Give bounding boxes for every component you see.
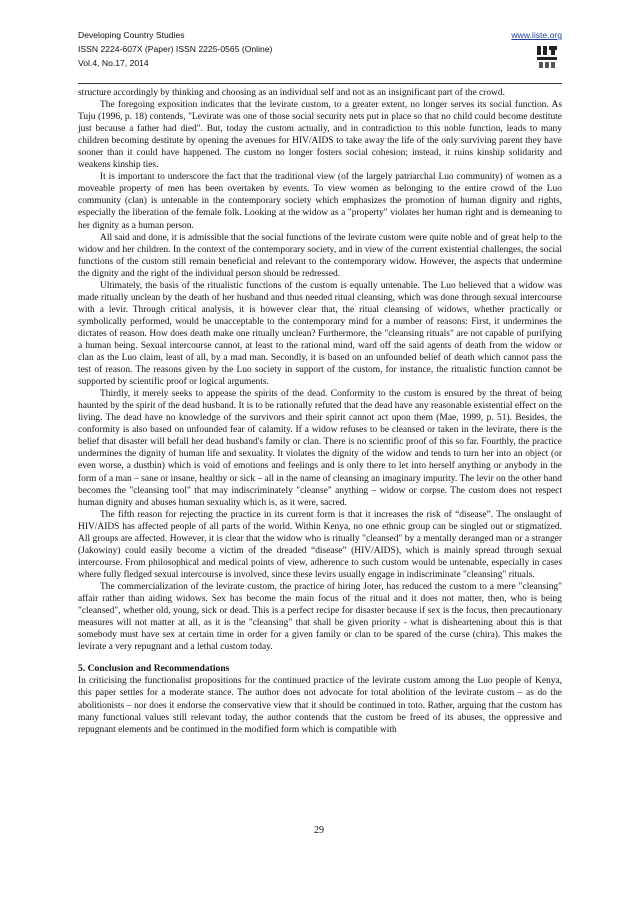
journal-volume: Vol.4, No.17, 2014 bbox=[78, 58, 149, 68]
paragraph: The commercialization of the levirate custom, the practice of hiring Joter, has reduced the custom to a mere "cleansing" affair rather than aiding widows. Sex has become the main focus of the ritual and it does not matter, then, who is being "cleansed", whether old, young, sick or dead. This is a perfect recipe for disaster because if sex is the focus, then precautionary measures will not matter at all, as it is the "cleansing" that shall be given priority - what is disheartening about this is that somebody must have sex at certain time in order for a given family or clan to be spared of the curse (chira). This makes the levirate a very repugnant and a lethal custom today. bbox=[78, 581, 562, 653]
paragraph: Thirdly, it merely seeks to appease the spirits of the dead. Conformity to the custom is ensured by the threat of being haunted by the spirit of the dead husband. It is to be rationally refuted that the dead have any reasonable existential effect on the living. The dead have no knowledge of the survivors and their spirit cannot act upon them (Mae, 1999, p. 51). Besides, the conformity is also based on unfounded fear of calamity. If a widow refuses to be cleansed or taken in the levirate, there is the belief that disaster will befall her dead husband's family or clan. There is no scientific proof of this so far. Fourthly, the practice undermines the dignity of human life and sexuality. It violates the dignity of the widow and tends to turn her into an object (or even worse, a dustbin) which is void of emotions and feelings and is only there to let into herself anything or anybody in the form of a man – sane or insane, healthy or sick – all in the name of cleansing an imaginary impurity. The levir on the other hand becomes the "cleansing tool" that may indiscriminately "cleanse" anything – widow or corpse. The custom does not respect human dignity and abuses human sexuality which is, as it were, sacred. bbox=[78, 389, 562, 508]
section-paragraph: In criticising the functionalist propositions for the continued practice of the levirate custom among the Luo people of Kenya, this paper settles for a moderate stance. The author does not advocate for total abolition of the levirate custom – as do the abolitionists – nor does it endorse the conservative view that it should be continued in toto. Rather, arguing that the custom has many functional values still relevant today, the author contends that the custom be freed of its abuses, the oppressive and repugnant elements and be continued in the modified form which is compatible with bbox=[78, 676, 562, 735]
header-rule bbox=[78, 83, 562, 84]
paragraph: The foregoing exposition indicates that the levirate custom, to a greater extent, no longer serves its social function. As Tuju (1996, p. 18) contends, "Levirate was one of those social security nets put in place so that no child could become destitute just because a father had died". But, today the custom actually, and in contradiction to this noble function, leads to many children becoming destitute by opening the avenues for HIV/AIDS to take away the life of the only surviving parent they have sooner than it could have happened. The custom no longer fosters social cohesion; instead, it ruins kinship solidarity and weakens kinship ties. bbox=[78, 100, 562, 171]
page-number: 29 bbox=[314, 825, 324, 836]
paragraph: Ultimately, the basis of the ritualistic functions of the custom is equally untenable. The Luo believed that a widow was made ritually unclean by the death of her husband and thus needed ritual cleansing, which was done through sexual intercourse with a levir. Through critical analysis, it is however clear that, the ritual cleansing of widows, whether practically or symbolically performed, would be unacceptable to the contemporary mind for a number of reasons: First, it undermines the dictates of reason. How does death make one ritually unclean? Furthermore, the "cleansing rituals" are not capable of purifying a human being. Sexual intercourse cannot, at least to the rational mind, ward off the said agents of death from the widow or clan as the Luo claim, least of all, by a mad man. Secondly, it is based on an unfounded belief of death which cannot pass the test of reason. The reasons given by the Luo society in support of the custom, for instance, the ritualistic function cannot be supported by scientific proof or logical arguments. bbox=[78, 280, 562, 388]
journal-info bbox=[78, 28, 272, 70]
paragraph-continued: structure accordingly by thinking and choosing as an individual self and not as an insignificant part of the crowd. bbox=[78, 88, 505, 98]
page-header bbox=[78, 28, 562, 78]
paragraph: It is important to underscore the fact that the traditional view (of the largely patriarchal Luo community) of women as a moveable property of men has been overtaken by events. To view women as belonging to the entire crowd of the Luo community (clan) is untenable in the contemporary society which emphasizes the promotion of human dignity and rights, especially the liberation of the female folk. Looking at the widow as a "property" violates her human right and is demeaning to her dignity as a human person. bbox=[78, 172, 562, 231]
website-link[interactable]: www.iiste.org bbox=[511, 30, 562, 40]
iiste-logo-icon bbox=[536, 45, 558, 69]
paragraph: The fifth reason for rejecting the practice in its current form is that it increases the risk of “disease”. The onslaught of HIV/AIDS has affected people of all parts of the world. Within Kenya, no one ethnic group can be singled out or stigmatized. All groups are affected. However, it is clear that the widow who is ritually "cleansed" by a mentally deranged man or a stranger (Jakowiny) could easily become a victim of the dreaded “disease” (HIV/AIDS), which is mainly spread through sexual intercourse. From philosophical and medical points of view, adherence to such custom would be untenable, especially in cases where fully fledged sexual intercourse is involved, since these levirs usually engage in indiscriminate "cleansing" rituals. bbox=[78, 509, 562, 580]
section-heading: 5. Conclusion and Recommendations bbox=[78, 663, 230, 675]
article-body bbox=[78, 87, 562, 736]
journal-title: Developing Country Studies bbox=[78, 30, 185, 40]
paragraph: All said and done, it is admissible that the social functions of the levirate custom were quite noble and of great help to the widow and her children. In the context of the contemporary society, and in view of the current existential challenges, the social functions of the custom still remain beneficial and relevant to the contemporary widow. However, the aspects that undermine the dignity and the right of the individual person should be redressed. bbox=[78, 232, 562, 279]
journal-issn: ISSN 2224-607X (Paper) ISSN 2225-0565 (Online) bbox=[78, 44, 273, 54]
